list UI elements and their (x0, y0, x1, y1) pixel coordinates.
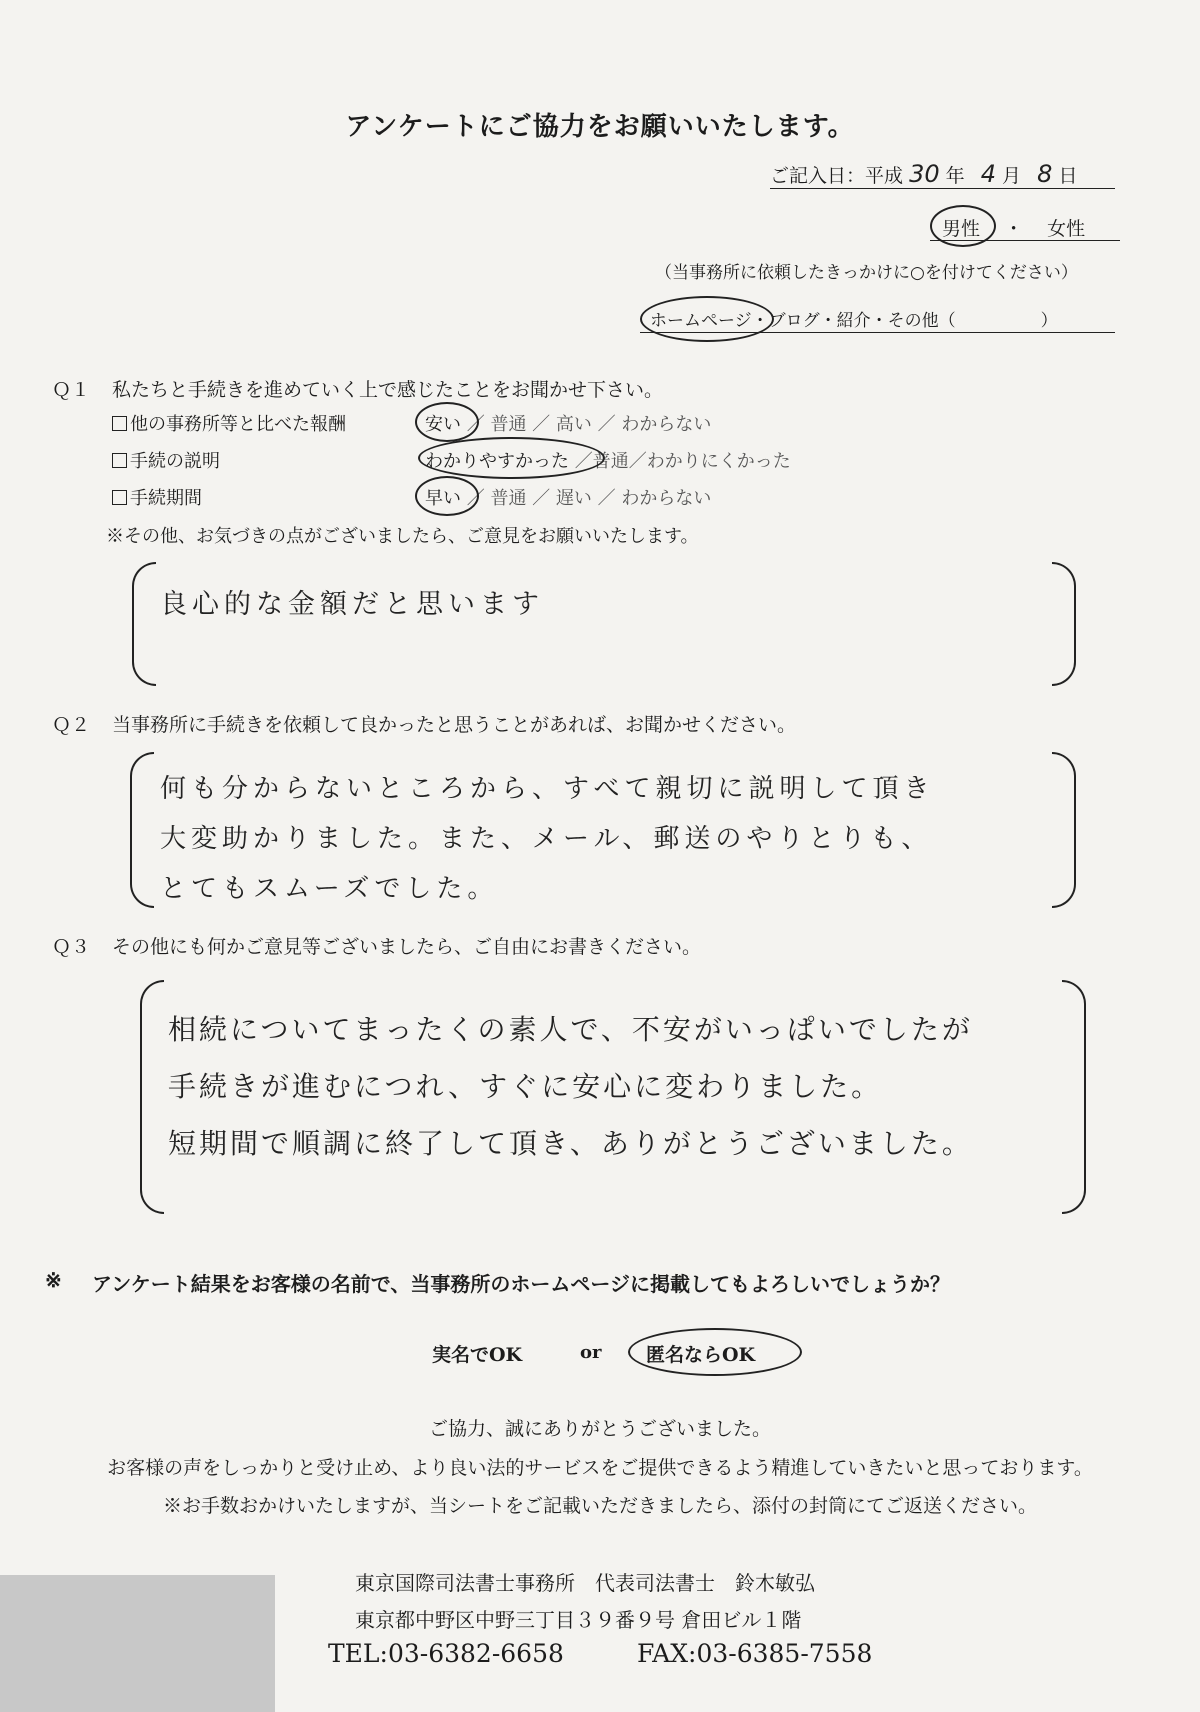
publish-option-real[interactable]: 実名でOK (432, 1344, 523, 1366)
q2-answer-line-3[interactable]: とてもスムーズでした。 (160, 874, 499, 904)
q1-answer-bracket-right (1052, 562, 1076, 686)
q1-period-selected[interactable]: 早い (425, 488, 461, 509)
q2-answer-line-1[interactable]: 何も分からないところから、すべて親切に説明して頂き (160, 774, 935, 804)
q1-note: ※その他、お気づきの点がございましたら、ご意見をお願いいたします。 (106, 526, 699, 547)
gray-block (0, 1575, 275, 1712)
q1-row-explanation (112, 447, 220, 473)
q1-period-options-after[interactable]: ／ 普通 ／ 遅い ／ わからない (466, 488, 712, 509)
q2-question: 当事務所に手続きを依頼して良かったと思うことがあれば、お聞かせください。 (112, 714, 797, 736)
checkbox-icon[interactable] (112, 490, 127, 505)
q3-answer-bracket-left (140, 980, 164, 1214)
closing-line-2: お客様の声をしっかりと受け止め、より良い法的サービスをご提供できるよう精進していきたいと思っております。 (107, 1457, 1093, 1479)
date-month: 4 (980, 160, 996, 188)
q1-row-period-label: 手続期間 (130, 488, 202, 509)
gender-female[interactable]: 女性 (1047, 218, 1086, 240)
q1-answer[interactable]: 良心的な金額だと思います (160, 589, 544, 620)
q1-fee-options-after[interactable]: ／ 普通 ／ 高い ／ わからない (466, 414, 712, 435)
q1-answer-bracket-left (132, 562, 156, 686)
date-day-unit: 日 (1058, 165, 1078, 187)
q3-question: その他にも何かご意見等ございましたら、ご自由にお書きください。 (112, 936, 702, 958)
trigger-option-rest[interactable]: ・ブログ・紹介・その他（ ） (751, 311, 1058, 331)
publish-mark: ※ (45, 1268, 62, 1292)
publish-question: アンケート結果をお客様の名前で、当事務所のホームページに掲載してもよろしいでしょうか？ (92, 1272, 950, 1296)
office-name: 東京国際司法書士事務所 代表司法書士 鈴木敏弘 (355, 1571, 815, 1595)
q2-number: Ｑ２ (52, 714, 91, 736)
q1-fee-selected[interactable]: 安い (425, 414, 461, 435)
checkbox-icon[interactable] (112, 416, 127, 431)
office-fax: FAX:03-6385-7558 (637, 1639, 873, 1668)
q1-number: Ｑ１ (52, 379, 91, 401)
q1-row-explanation-label: 手続の説明 (130, 451, 220, 472)
survey-title: アンケートにご協力をお願いいたします。 (345, 112, 855, 142)
office-tel[interactable]: TEL:03-6382-6658 (328, 1639, 564, 1668)
q1-row-fee-label: 他の事務所等と比べた報酬 (130, 414, 346, 435)
q2-answer-bracket-left (130, 752, 154, 908)
q1-question: 私たちと手続きを進めていく上で感じたことをお聞かせ下さい。 (112, 379, 664, 401)
date-year: 30 (909, 160, 940, 188)
q1-period-selection-circle (415, 476, 479, 516)
date-day: 8 (1037, 160, 1053, 188)
q1-row-period (112, 484, 202, 510)
q1-fee-selection-circle (415, 402, 479, 442)
q1-explanation-selected[interactable]: わかりやすかった (425, 451, 569, 472)
publish-option-anon[interactable]: 匿名ならOK (646, 1344, 756, 1366)
q2-answer-bracket-right (1052, 752, 1076, 908)
q3-answer-line-3[interactable]: 短期間で順調に終了して頂き、ありがとうございました。 (168, 1127, 973, 1160)
trigger-prompt: （当事務所に依頼したきっかけに○を付けてください） (655, 263, 1078, 283)
gender-underline (930, 240, 1120, 241)
date-underline (770, 188, 1115, 189)
date-year-unit: 年 (945, 165, 965, 187)
closing-line-3: ※お手数おかけいたしますが、当シートをご記載いただきましたら、添付の封筒にてご返送ください。 (162, 1495, 1037, 1517)
trigger-option-homepage[interactable]: ホームページ (650, 311, 752, 331)
publish-or: or (580, 1342, 602, 1363)
date-label: ご記入日：平成 (770, 165, 904, 187)
q1-explanation-options-after[interactable]: ／普通／わかりにくかった (574, 451, 791, 472)
q3-answer-bracket-right (1062, 980, 1086, 1214)
gender-separator: ・ (1004, 218, 1024, 240)
trigger-underline (640, 332, 1115, 333)
q1-explanation-selection-circle (418, 437, 605, 479)
q3-number: Ｑ３ (52, 936, 91, 958)
publish-selection-circle (628, 1328, 802, 1376)
q3-answer-line-1[interactable]: 相続についてまったくの素人で、不安がいっぱいでしたが (168, 1013, 973, 1046)
q1-row-fee (112, 410, 346, 436)
checkbox-icon[interactable] (112, 453, 127, 468)
date-month-unit: 月 (1002, 165, 1022, 187)
closing-line-1: ご協力、誠にありがとうございました。 (428, 1418, 771, 1440)
q2-answer-line-2[interactable]: 大変助かりました。また、メール、郵送のやりとりも、 (160, 824, 933, 854)
gender-male[interactable]: 男性 (942, 218, 981, 240)
office-address: 東京都中野区中野三丁目３９番９号 倉田ビル１階 (355, 1608, 802, 1632)
trigger-selection-circle (640, 296, 774, 342)
q3-answer-line-2[interactable]: 手続きが進むにつれ、すぐに安心に変わりました。 (168, 1070, 883, 1103)
date-line (770, 160, 1077, 188)
